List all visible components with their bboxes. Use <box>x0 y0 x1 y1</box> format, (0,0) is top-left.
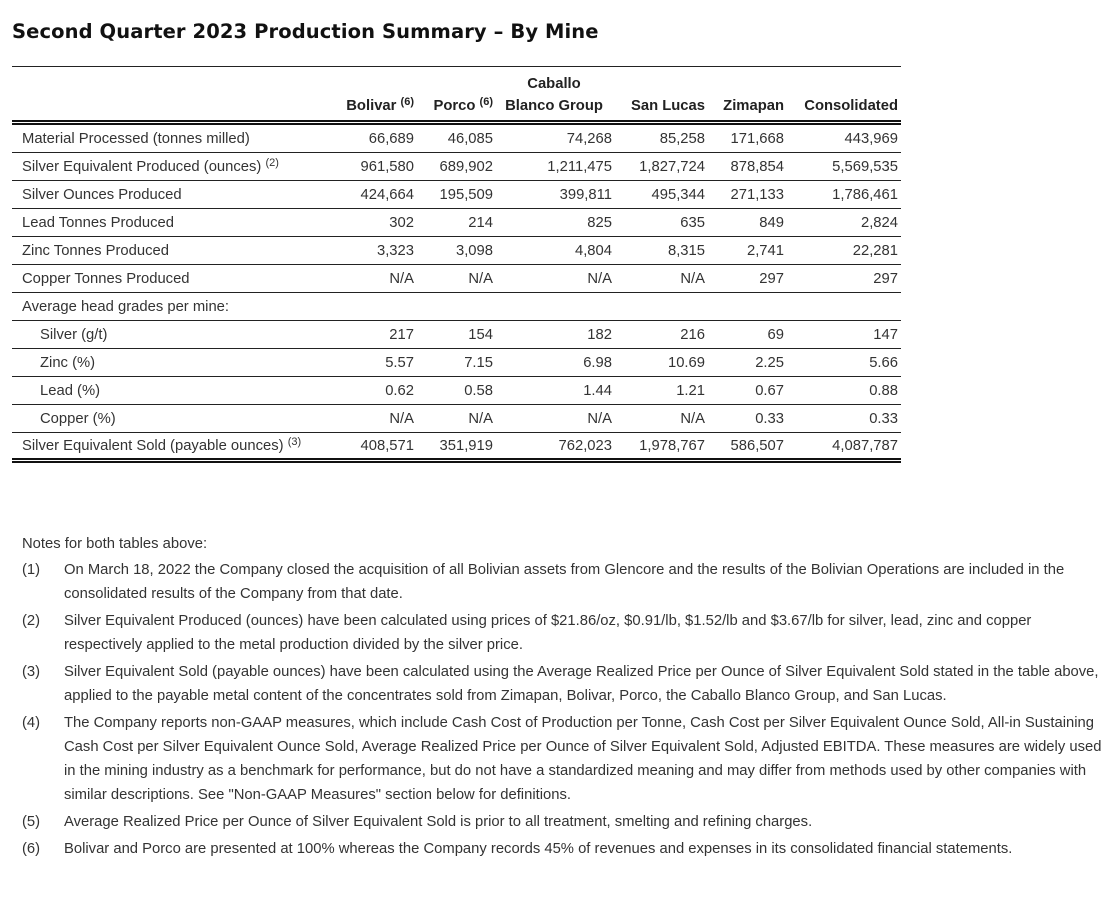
production-table <box>12 67 901 463</box>
cell-value: 3,323 <box>342 237 417 265</box>
cell-value: N/A <box>615 265 708 293</box>
cell-value: 408,571 <box>342 433 417 461</box>
footnote-text: Bolivar and Porco are presented at 100% whereas the Company records 45% of revenues and expenses in its consolidated financial statements. <box>64 841 1013 857</box>
column-header: Bolivar $^{(6)}$ <box>342 67 417 123</box>
table-row <box>12 181 901 209</box>
row-label: Silver (g/t) <box>12 321 342 349</box>
footnote-text: Silver Equivalent Sold (payable ounces) have been calculated using the Average Realized Price per Ounce of Silver Equivalent Sold stated in the table above, applied to the payable metal content of the concentrates sold from Zimapan, Bolivar, Porco, the Caballo Blanco Group, and San Lucas. <box>64 664 1099 704</box>
footnote-number: (4) <box>22 715 41 731</box>
cell-value: 961,580 <box>342 153 417 181</box>
cell-value: 8,315 <box>615 237 708 265</box>
cell-value: N/A <box>417 265 496 293</box>
cell-value: 217 <box>342 321 417 349</box>
footnote-text: Silver Equivalent Produced (ounces) have been calculated using prices of $21.86/oz, $0.91/lb, $1.52/lb and $3.67/lb for silver, lead, zinc and copper respectively applied to the metal production divided by the silver price. <box>64 613 1032 653</box>
cell-value: 495,344 <box>615 181 708 209</box>
table-row <box>12 293 901 321</box>
footnote-text: The Company reports non-GAAP measures, which include Cash Cost of Production per Tonne, Cash Cost per Silver Equivalent Ounce Sold, All-in Sustaining Cash Cost per Silver Equivalent Ounce Sold, Average Realized Price per Ounce of Silver Equivalent Sold, Adjusted EBITDA. These measures are widely used in the mining industry as a benchmark for performance, but do not have a standardized meaning and may differ from methods used by other companies with similar descriptions. See "Non-GAAP Measures" section below for definitions. <box>64 715 1102 803</box>
cell-value: 689,902 <box>417 153 496 181</box>
footnotes <box>22 533 1102 864</box>
cell-value: 0.58 <box>417 377 496 405</box>
row-label: Lead Tonnes Produced <box>12 209 342 237</box>
cell-value: 271,133 <box>708 181 787 209</box>
cell-value: 1.44 <box>496 377 615 405</box>
cell-value: 1.21 <box>615 377 708 405</box>
cell-value: 85,258 <box>615 123 708 153</box>
cell-value <box>787 293 901 321</box>
footnote-item <box>22 711 1102 807</box>
column-header: San Lucas <box>615 67 708 123</box>
cell-value: 2,824 <box>787 209 901 237</box>
cell-value <box>417 293 496 321</box>
cell-value: N/A <box>496 265 615 293</box>
row-label: Copper Tonnes Produced <box>12 265 342 293</box>
cell-value: 424,664 <box>342 181 417 209</box>
cell-value: 10.69 <box>615 349 708 377</box>
cell-value: N/A <box>417 405 496 433</box>
cell-value: 1,827,724 <box>615 153 708 181</box>
cell-value: N/A <box>342 405 417 433</box>
row-label: Lead (%) <box>12 377 342 405</box>
cell-value: 5,569,535 <box>787 153 901 181</box>
cell-value: 443,969 <box>787 123 901 153</box>
page-title: Second Quarter 2023 Production Summary – By Mine <box>12 20 599 43</box>
cell-value: 154 <box>417 321 496 349</box>
cell-value: 171,668 <box>708 123 787 153</box>
cell-value <box>615 293 708 321</box>
cell-value: 0.88 <box>787 377 901 405</box>
table-row <box>12 377 901 405</box>
row-label: Silver Equivalent Sold (payable ounces) $^{(3)}$ <box>12 433 342 461</box>
table-row <box>12 321 901 349</box>
cell-value: 351,919 <box>417 433 496 461</box>
cell-value: 0.62 <box>342 377 417 405</box>
cell-value: 2.25 <box>708 349 787 377</box>
column-header: Consolidated <box>787 67 901 123</box>
cell-value: 849 <box>708 209 787 237</box>
footnote-item <box>22 810 1102 834</box>
footnote-item <box>22 609 1102 657</box>
cell-value: 0.33 <box>787 405 901 433</box>
cell-value: 4,087,787 <box>787 433 901 461</box>
cell-value: 66,689 <box>342 123 417 153</box>
cell-value: 69 <box>708 321 787 349</box>
cell-value: N/A <box>342 265 417 293</box>
footnote-text: Average Realized Price per Ounce of Silver Equivalent Sold is prior to all treatment, smelting and refining charges. <box>64 814 813 830</box>
row-label: Zinc Tonnes Produced <box>12 237 342 265</box>
cell-value: 1,211,475 <box>496 153 615 181</box>
footnote-item <box>22 558 1102 606</box>
cell-value: 1,786,461 <box>787 181 901 209</box>
cell-value: 46,085 <box>417 123 496 153</box>
cell-value: 3,098 <box>417 237 496 265</box>
cell-value: N/A <box>496 405 615 433</box>
table-row <box>12 405 901 433</box>
table-row <box>12 153 901 181</box>
cell-value: 74,268 <box>496 123 615 153</box>
cell-value: 22,281 <box>787 237 901 265</box>
cell-value: 2,741 <box>708 237 787 265</box>
footnote-text: On March 18, 2022 the Company closed the acquisition of all Bolivian assets from Glencore and the results of the Bolivian Operations are included in the consolidated results of the Company from that date. <box>64 562 1065 602</box>
cell-value: 6.98 <box>496 349 615 377</box>
footnote-item <box>22 837 1102 861</box>
cell-value: 4,804 <box>496 237 615 265</box>
row-label: Silver Equivalent Produced (ounces) $^{(2)}$ <box>12 153 342 181</box>
table-row <box>12 209 901 237</box>
cell-value: 635 <box>615 209 708 237</box>
footnote-number: (3) <box>22 664 41 680</box>
cell-value: 762,023 <box>496 433 615 461</box>
cell-value <box>496 293 615 321</box>
footnote-item <box>22 660 1102 708</box>
cell-value: 586,507 <box>708 433 787 461</box>
cell-value: 5.66 <box>787 349 901 377</box>
column-header: Caballo Blanco Group <box>496 67 615 123</box>
cell-value: 0.33 <box>708 405 787 433</box>
cell-value: 216 <box>615 321 708 349</box>
cell-value: 1,978,767 <box>615 433 708 461</box>
cell-value: 399,811 <box>496 181 615 209</box>
table-row <box>12 123 901 153</box>
cell-value: 0.67 <box>708 377 787 405</box>
cell-value: 302 <box>342 209 417 237</box>
row-label: Silver Ounces Produced <box>12 181 342 209</box>
table-row <box>12 349 901 377</box>
cell-value: 7.15 <box>417 349 496 377</box>
header-label-column <box>12 67 342 123</box>
row-label: Copper (%) <box>12 405 342 433</box>
footnotes-heading: Notes for both tables above: <box>22 536 208 552</box>
cell-value: 825 <box>496 209 615 237</box>
cell-value: 297 <box>787 265 901 293</box>
row-label: Material Processed (tonnes milled) <box>12 123 342 153</box>
cell-value: 147 <box>787 321 901 349</box>
cell-value: 195,509 <box>417 181 496 209</box>
footnote-number: (2) <box>22 613 41 629</box>
row-label: Zinc (%) <box>12 349 342 377</box>
production-summary-table <box>12 66 901 463</box>
table-row <box>12 265 901 293</box>
cell-value <box>342 293 417 321</box>
column-header: Zimapan <box>708 67 787 123</box>
footnote-number: (6) <box>22 841 41 857</box>
cell-value: 182 <box>496 321 615 349</box>
cell-value: 878,854 <box>708 153 787 181</box>
table-row <box>12 237 901 265</box>
cell-value: 5.57 <box>342 349 417 377</box>
cell-value <box>708 293 787 321</box>
table-row <box>12 433 901 461</box>
row-label: Average head grades per mine: <box>12 293 342 321</box>
cell-value: N/A <box>615 405 708 433</box>
cell-value: 214 <box>417 209 496 237</box>
cell-value: 297 <box>708 265 787 293</box>
footnote-number: (1) <box>22 562 41 578</box>
footnote-number: (5) <box>22 814 41 830</box>
column-header: Porco $^{(6)}$ <box>417 67 496 123</box>
table-header-row <box>12 67 901 123</box>
